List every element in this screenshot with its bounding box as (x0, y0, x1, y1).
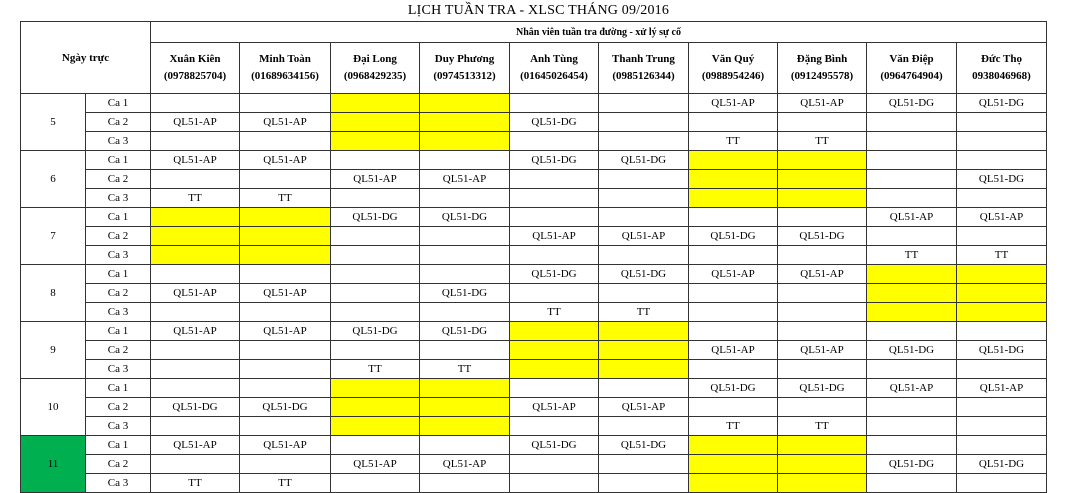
assignment-cell[interactable] (778, 284, 867, 303)
shift-row (21, 455, 1047, 474)
employee-header (957, 43, 1047, 94)
assignment-cell[interactable] (778, 303, 867, 322)
assignment-cell[interactable]: QL51-DG (420, 208, 510, 227)
assignment-cell[interactable] (240, 303, 331, 322)
day-cell[interactable]: 8 (21, 265, 86, 322)
assignment-cell[interactable] (331, 227, 420, 246)
off-duty-cell[interactable] (331, 417, 420, 436)
assignment-cell[interactable] (151, 417, 240, 436)
shift-label: Ca 3 (86, 474, 151, 493)
schedule-table (20, 21, 1047, 493)
shift-row (21, 170, 1047, 189)
assignment-cell[interactable] (599, 189, 689, 208)
employee-header (867, 43, 957, 94)
assignment-cell[interactable] (420, 246, 510, 265)
assignment-cell[interactable] (151, 341, 240, 360)
shift-row (21, 246, 1047, 265)
off-duty-cell[interactable] (689, 170, 778, 189)
assignment-cell[interactable] (331, 303, 420, 322)
assignment-cell[interactable] (151, 455, 240, 474)
shift-row (21, 132, 1047, 151)
assignment-cell[interactable] (151, 265, 240, 284)
assignment-cell[interactable] (420, 341, 510, 360)
assignment-cell[interactable]: QL51-AP (151, 436, 240, 455)
assignment-cell[interactable] (510, 189, 599, 208)
assignment-cell[interactable] (957, 360, 1047, 379)
shift-row (21, 322, 1047, 341)
assignment-cell[interactable] (420, 303, 510, 322)
employee-phone: (0912495578) (790, 70, 854, 82)
shift-row (21, 379, 1047, 398)
assignment-cell[interactable] (510, 208, 599, 227)
shift-label: Ca 1 (86, 379, 151, 398)
assignment-cell[interactable] (510, 417, 599, 436)
assignment-cell[interactable] (957, 474, 1047, 493)
off-duty-cell[interactable] (689, 151, 778, 170)
assignment-cell[interactable]: QL51-DG (599, 151, 689, 170)
assignment-cell[interactable] (778, 246, 867, 265)
assignment-cell[interactable]: QL51-DG (689, 227, 778, 246)
assignment-cell[interactable]: QL51-DG (778, 379, 867, 398)
assignment-cell[interactable] (331, 284, 420, 303)
assignment-cell[interactable] (689, 303, 778, 322)
employee-phone: (01689634156) (251, 70, 319, 82)
assignment-cell[interactable]: QL51-DG (331, 208, 420, 227)
shift-label: Ca 2 (86, 341, 151, 360)
assignment-cell[interactable]: QL51-AP (778, 94, 867, 113)
assignment-cell[interactable]: QL51-AP (510, 398, 599, 417)
assignment-cell[interactable]: QL51-DG (151, 398, 240, 417)
assignment-cell[interactable]: QL51-DG (957, 170, 1047, 189)
employee-phone: (0978825704) (163, 70, 227, 82)
assignment-cell[interactable]: QL51-DG (689, 379, 778, 398)
off-duty-cell[interactable] (240, 208, 331, 227)
assignment-cell[interactable]: TT (778, 417, 867, 436)
assignment-cell[interactable] (599, 113, 689, 132)
employee-name: Văn Điệp (889, 53, 934, 65)
assignment-cell[interactable]: QL51-DG (867, 455, 957, 474)
assignment-cell[interactable]: QL51-AP (240, 284, 331, 303)
assignment-cell[interactable]: TT (331, 360, 420, 379)
assignment-cell[interactable] (510, 170, 599, 189)
assignment-cell[interactable]: QL51-DG (510, 265, 599, 284)
off-duty-cell[interactable] (151, 227, 240, 246)
day-cell[interactable]: 10 (21, 379, 86, 436)
assignment-cell[interactable]: QL51-AP (151, 322, 240, 341)
assignment-cell[interactable]: TT (957, 246, 1047, 265)
shift-row (21, 417, 1047, 436)
assignment-cell[interactable] (867, 189, 957, 208)
shift-label: Ca 2 (86, 227, 151, 246)
employee-name: Đại Long (353, 53, 397, 65)
employee-phone: (01645026454) (520, 70, 588, 82)
assignment-cell[interactable] (240, 341, 331, 360)
assignment-cell[interactable] (510, 455, 599, 474)
employee-phone: (0968429235) (343, 70, 407, 82)
assignment-cell[interactable] (867, 113, 957, 132)
shift-label: Ca 1 (86, 208, 151, 227)
shift-label: Ca 3 (86, 360, 151, 379)
employee-name: Đặng Bình (796, 53, 848, 65)
off-duty-cell[interactable] (599, 341, 689, 360)
shift-row (21, 151, 1047, 170)
assignment-cell[interactable] (689, 322, 778, 341)
off-duty-cell[interactable] (599, 360, 689, 379)
assignment-cell[interactable]: TT (867, 246, 957, 265)
assignment-cell[interactable] (599, 132, 689, 151)
shift-label: Ca 2 (86, 284, 151, 303)
shift-row (21, 208, 1047, 227)
shift-label: Ca 3 (86, 132, 151, 151)
employee-name: Thanh Trung (612, 53, 675, 65)
assignment-cell[interactable]: QL51-DG (510, 113, 599, 132)
table-head (21, 22, 1047, 94)
off-duty-cell[interactable] (689, 474, 778, 493)
employee-header (331, 43, 420, 94)
assignment-cell[interactable]: QL51-DG (957, 341, 1047, 360)
assignment-cell[interactable]: QL51-AP (420, 170, 510, 189)
off-duty-cell[interactable] (867, 303, 957, 322)
assignment-cell[interactable] (240, 132, 331, 151)
assignment-cell[interactable]: QL51-AP (240, 113, 331, 132)
assignment-cell[interactable]: TT (510, 303, 599, 322)
employee-phone: (0974513312) (433, 70, 496, 82)
assignment-cell[interactable] (510, 94, 599, 113)
assignment-cell[interactable]: QL51-DG (510, 436, 599, 455)
employee-name: Anh Tùng (530, 53, 578, 65)
assignment-cell[interactable]: QL51-DG (420, 322, 510, 341)
assignment-cell[interactable] (689, 246, 778, 265)
assignment-cell[interactable] (599, 94, 689, 113)
assignment-cell[interactable] (420, 227, 510, 246)
assignment-cell[interactable] (331, 265, 420, 284)
assignment-cell[interactable] (240, 170, 331, 189)
assignment-cell[interactable] (778, 360, 867, 379)
assignment-cell[interactable]: QL51-DG (867, 341, 957, 360)
assignment-cell[interactable] (420, 265, 510, 284)
assignment-cell[interactable] (151, 360, 240, 379)
assignment-cell[interactable]: QL51-AP (331, 170, 420, 189)
off-duty-cell[interactable] (778, 436, 867, 455)
off-duty-cell[interactable] (331, 94, 420, 113)
employee-header (420, 43, 510, 94)
shift-row (21, 284, 1047, 303)
off-duty-cell[interactable] (689, 455, 778, 474)
assignment-cell[interactable]: QL51-AP (151, 151, 240, 170)
off-duty-cell[interactable] (420, 417, 510, 436)
assignment-cell[interactable] (957, 436, 1047, 455)
assignment-cell[interactable] (867, 417, 957, 436)
assignment-cell[interactable] (778, 113, 867, 132)
assignment-cell[interactable]: QL51-AP (331, 455, 420, 474)
shift-label: Ca 3 (86, 189, 151, 208)
assignment-cell[interactable] (867, 151, 957, 170)
employee-header (778, 43, 867, 94)
assignment-cell[interactable] (957, 151, 1047, 170)
assignment-cell[interactable] (689, 398, 778, 417)
day-cell[interactable]: 6 (21, 151, 86, 208)
page-title: LỊCH TUẦN TRA - XLSC THÁNG 09/2016 (407, 3, 670, 18)
shift-row (21, 474, 1047, 493)
shift-row (21, 94, 1047, 113)
off-duty-cell[interactable] (240, 227, 331, 246)
assignment-cell[interactable] (689, 208, 778, 227)
shift-label: Ca 3 (86, 246, 151, 265)
assignment-cell[interactable] (420, 436, 510, 455)
shift-label: Ca 1 (86, 151, 151, 170)
assignment-cell[interactable]: QL51-DG (420, 284, 510, 303)
assignment-cell[interactable] (599, 284, 689, 303)
assignment-cell[interactable] (510, 474, 599, 493)
assignment-cell[interactable] (240, 265, 331, 284)
off-duty-cell[interactable] (689, 189, 778, 208)
shift-label: Ca 1 (86, 265, 151, 284)
assignment-cell[interactable] (151, 132, 240, 151)
assignment-cell[interactable]: TT (689, 132, 778, 151)
shift-label: Ca 2 (86, 398, 151, 417)
assignment-cell[interactable] (957, 398, 1047, 417)
assignment-cell[interactable] (599, 170, 689, 189)
employee-header (599, 43, 689, 94)
assignment-cell[interactable]: QL51-AP (599, 398, 689, 417)
off-duty-cell[interactable] (689, 436, 778, 455)
shift-label: Ca 2 (86, 455, 151, 474)
assignment-cell[interactable]: TT (599, 303, 689, 322)
assignment-cell[interactable] (778, 322, 867, 341)
assignment-cell[interactable] (331, 151, 420, 170)
assignment-cell[interactable] (867, 474, 957, 493)
shift-label: Ca 3 (86, 303, 151, 322)
assignment-cell[interactable]: TT (151, 189, 240, 208)
assignment-cell[interactable] (689, 360, 778, 379)
assignment-cell[interactable] (420, 474, 510, 493)
shift-row (21, 398, 1047, 417)
assignment-cell[interactable]: TT (420, 360, 510, 379)
shift-row (21, 227, 1047, 246)
group-header: Nhân viên tuần tra đường - xử lý sự cố (151, 22, 1047, 43)
assignment-cell[interactable] (599, 455, 689, 474)
off-duty-cell[interactable] (420, 113, 510, 132)
assignment-cell[interactable]: QL51-AP (240, 322, 331, 341)
off-duty-cell[interactable] (331, 379, 420, 398)
assignment-cell[interactable]: QL51-DG (867, 94, 957, 113)
employee-header (240, 43, 331, 94)
employee-phone: (0988954246) (701, 70, 765, 82)
day-cell[interactable]: 5 (21, 94, 86, 151)
employee-header-row (21, 43, 1047, 94)
assignment-cell[interactable] (510, 132, 599, 151)
shift-row (21, 189, 1047, 208)
assignment-cell[interactable] (151, 379, 240, 398)
assignment-cell[interactable]: TT (778, 132, 867, 151)
employee-phone: (0964764904) (880, 70, 943, 82)
off-duty-cell[interactable] (151, 246, 240, 265)
off-duty-cell[interactable] (151, 208, 240, 227)
off-duty-cell[interactable] (957, 284, 1047, 303)
assignment-cell[interactable]: QL51-DG (599, 265, 689, 284)
assignment-cell[interactable] (599, 474, 689, 493)
assignment-cell[interactable] (151, 170, 240, 189)
employee-header (510, 43, 599, 94)
assignment-cell[interactable] (957, 322, 1047, 341)
off-duty-cell[interactable] (331, 132, 420, 151)
assignment-cell[interactable] (957, 227, 1047, 246)
assignment-cell[interactable]: QL51-DG (331, 322, 420, 341)
off-duty-cell[interactable] (778, 474, 867, 493)
employee-phone: 0938046968) (972, 70, 1031, 82)
assignment-cell[interactable] (867, 436, 957, 455)
assignment-cell[interactable]: QL51-AP (778, 341, 867, 360)
assignment-cell[interactable] (778, 398, 867, 417)
assignment-cell[interactable] (240, 360, 331, 379)
assignment-cell[interactable] (599, 379, 689, 398)
off-duty-cell[interactable] (867, 265, 957, 284)
assignment-cell[interactable]: QL51-AP (867, 379, 957, 398)
off-duty-cell[interactable] (778, 189, 867, 208)
assignment-cell[interactable] (420, 151, 510, 170)
employee-phone: (0985126344) (612, 70, 675, 82)
assignment-cell[interactable]: QL51-AP (599, 227, 689, 246)
off-duty-cell[interactable] (510, 341, 599, 360)
assignment-cell[interactable] (240, 455, 331, 474)
assignment-cell[interactable] (867, 227, 957, 246)
off-duty-cell[interactable] (599, 322, 689, 341)
assignment-cell[interactable] (331, 436, 420, 455)
employee-name: Minh Toàn (259, 53, 311, 65)
shift-row (21, 303, 1047, 322)
assignment-cell[interactable] (867, 170, 957, 189)
assignment-cell[interactable] (867, 132, 957, 151)
off-duty-cell[interactable] (331, 398, 420, 417)
assignment-cell[interactable]: QL51-DG (599, 436, 689, 455)
off-duty-cell[interactable] (331, 113, 420, 132)
off-duty-cell[interactable] (420, 398, 510, 417)
shift-label: Ca 2 (86, 170, 151, 189)
off-duty-cell[interactable] (778, 151, 867, 170)
assignment-cell[interactable]: QL51-AP (957, 379, 1047, 398)
assignment-cell[interactable] (510, 284, 599, 303)
shift-row (21, 113, 1047, 132)
assignment-cell[interactable]: QL51-AP (689, 94, 778, 113)
assignment-cell[interactable]: QL51-AP (151, 284, 240, 303)
off-duty-cell[interactable] (240, 246, 331, 265)
shift-row (21, 360, 1047, 379)
employee-header (689, 43, 778, 94)
off-duty-cell[interactable] (510, 322, 599, 341)
assignment-cell[interactable] (151, 303, 240, 322)
assignment-cell[interactable]: QL51-AP (510, 227, 599, 246)
shift-label: Ca 2 (86, 113, 151, 132)
off-duty-cell[interactable] (957, 303, 1047, 322)
assignment-cell[interactable] (599, 246, 689, 265)
assignment-cell[interactable] (240, 417, 331, 436)
employee-name: Xuân Kiên (169, 53, 221, 65)
off-duty-cell[interactable] (867, 284, 957, 303)
assignment-cell[interactable] (331, 341, 420, 360)
assignment-cell[interactable]: QL51-DG (240, 398, 331, 417)
assignment-cell[interactable]: QL51-AP (689, 341, 778, 360)
assignment-cell[interactable]: QL51-AP (957, 208, 1047, 227)
assignment-cell[interactable] (957, 113, 1047, 132)
assignment-cell[interactable] (331, 189, 420, 208)
assignment-cell[interactable] (599, 208, 689, 227)
assignment-cell[interactable]: QL51-AP (689, 265, 778, 284)
assignment-cell[interactable]: TT (240, 474, 331, 493)
off-duty-cell[interactable] (778, 455, 867, 474)
assignment-cell[interactable] (240, 94, 331, 113)
assignment-cell[interactable]: QL51-AP (867, 208, 957, 227)
employee-name: Đức Thọ (981, 53, 1022, 65)
assignment-cell[interactable] (331, 246, 420, 265)
corner-header: Ngày trực (21, 22, 151, 94)
assignment-cell[interactable] (510, 379, 599, 398)
off-duty-cell[interactable] (510, 360, 599, 379)
employee-header (151, 43, 240, 94)
assignment-cell[interactable] (957, 189, 1047, 208)
shift-label: Ca 1 (86, 94, 151, 113)
assignment-cell[interactable] (240, 379, 331, 398)
assignment-cell[interactable] (331, 474, 420, 493)
assignment-cell[interactable]: TT (240, 189, 331, 208)
off-duty-cell[interactable] (420, 379, 510, 398)
assignment-cell[interactable] (599, 417, 689, 436)
employee-name: Văn Quý (711, 53, 755, 65)
assignment-cell[interactable] (867, 398, 957, 417)
shift-label: Ca 3 (86, 417, 151, 436)
shift-row (21, 341, 1047, 360)
day-cell[interactable]: 7 (21, 208, 86, 265)
assignment-cell[interactable]: QL51-AP (240, 436, 331, 455)
off-duty-cell[interactable] (778, 170, 867, 189)
assignment-cell[interactable]: QL51-AP (778, 265, 867, 284)
assignment-cell[interactable] (778, 208, 867, 227)
assignment-cell[interactable]: QL51-DG (957, 455, 1047, 474)
employee-name: Duy Phương (434, 53, 495, 65)
assignment-cell[interactable] (689, 113, 778, 132)
assignment-cell[interactable]: QL51-AP (240, 151, 331, 170)
assignment-cell[interactable] (510, 246, 599, 265)
table-body (21, 94, 1047, 493)
assignment-cell[interactable]: QL51-AP (420, 455, 510, 474)
assignment-cell[interactable]: TT (689, 417, 778, 436)
assignment-cell[interactable]: QL51-AP (151, 113, 240, 132)
off-duty-cell[interactable] (420, 132, 510, 151)
assignment-cell[interactable] (867, 322, 957, 341)
assignment-cell[interactable] (957, 132, 1047, 151)
shift-row (21, 265, 1047, 284)
assignment-cell[interactable] (689, 284, 778, 303)
off-duty-cell[interactable] (957, 265, 1047, 284)
assignment-cell[interactable]: QL51-DG (510, 151, 599, 170)
assignment-cell[interactable]: TT (151, 474, 240, 493)
assignment-cell[interactable] (867, 360, 957, 379)
day-cell[interactable]: 11 (21, 436, 86, 493)
day-cell[interactable]: 9 (21, 322, 86, 379)
assignment-cell[interactable] (151, 94, 240, 113)
assignment-cell[interactable] (957, 417, 1047, 436)
shift-label: Ca 1 (86, 322, 151, 341)
assignment-cell[interactable]: QL51-DG (957, 94, 1047, 113)
off-duty-cell[interactable] (420, 94, 510, 113)
assignment-cell[interactable]: QL51-DG (778, 227, 867, 246)
assignment-cell[interactable] (420, 189, 510, 208)
shift-label: Ca 1 (86, 436, 151, 455)
shift-row (21, 436, 1047, 455)
